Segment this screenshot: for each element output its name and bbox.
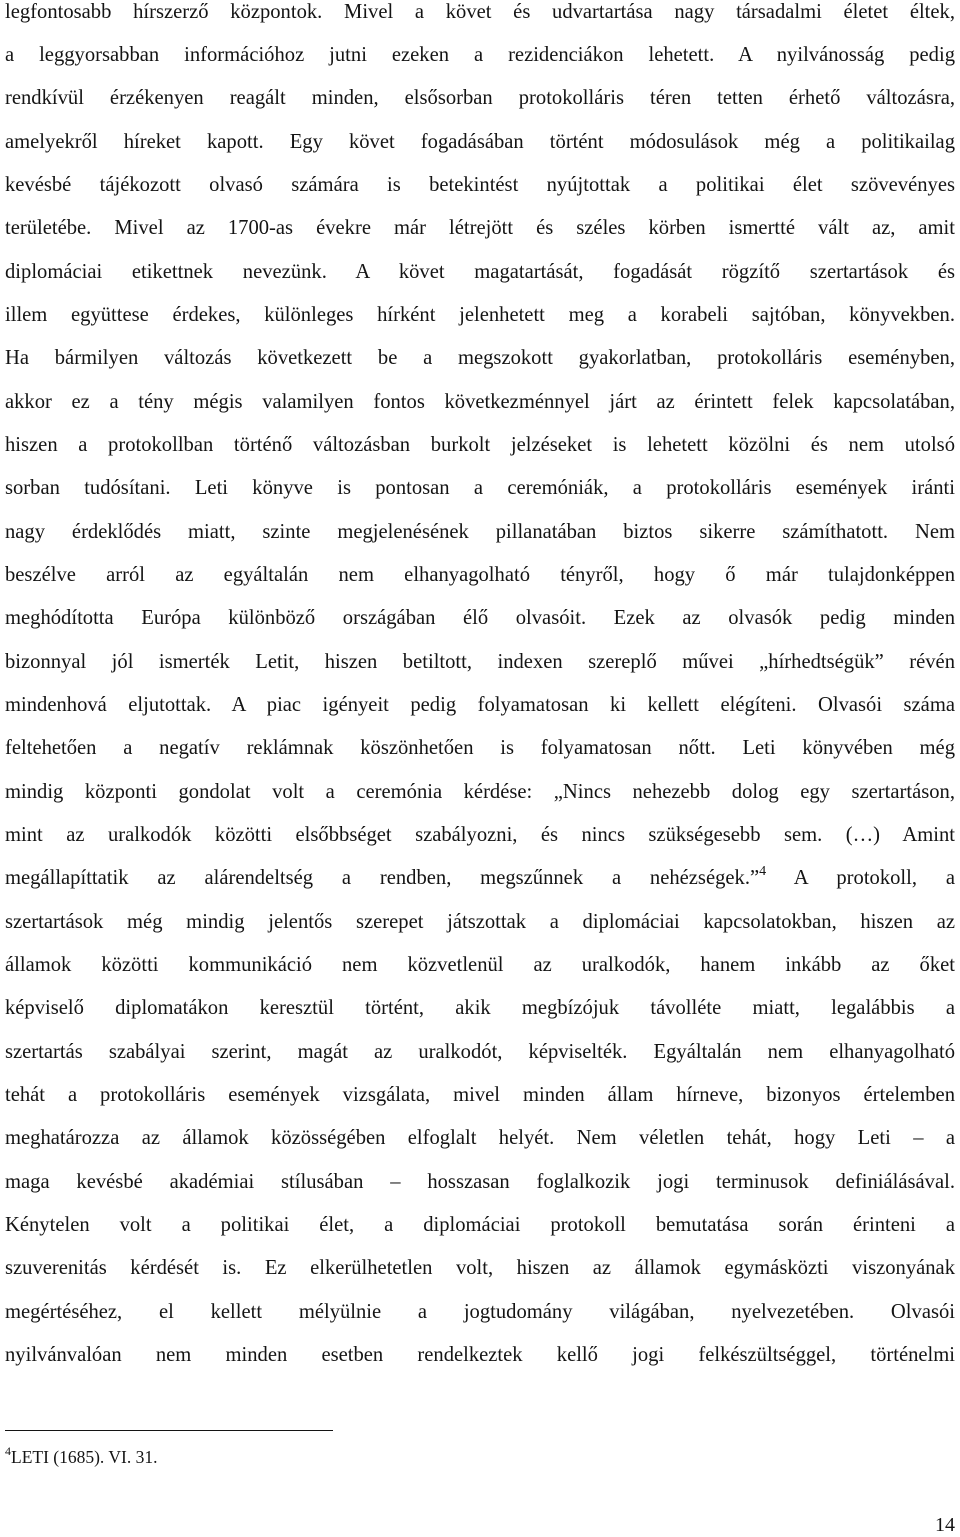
text-line: meghódította Európa különböző országában élő olvasóit. Ezek az olvasók pedig minden bbox=[5, 607, 955, 629]
text-line: beszélve arról az egyáltalán nem elhanyagolható tényről, hogy ő már tulajdonképpen bbox=[5, 564, 955, 586]
text-line: államok közötti kommunikáció nem közvetlenül az uralkodók, hanem inkább az őket bbox=[5, 954, 955, 976]
footnote bbox=[5, 1446, 157, 1468]
text-line: kevésbé tájékozott olvasó számára is betekintést nyújtottak a politikai élet szövevényes bbox=[5, 174, 955, 196]
text-line: szertartások még mindig jelentős szerepet játszottak a diplomáciai kapcsolatokban, hiszen az bbox=[5, 911, 955, 933]
text-line: legfontosabb hírszerző központok. Mivel a követ és udvartartása nagy társadalmi életet éltek, bbox=[5, 1, 955, 23]
text-line: sorban tudósítani. Leti könyve is pontosan a ceremóniák, a protokolláris események iránti bbox=[5, 477, 955, 499]
text-line: Ha bármilyen változás következett be a megszokott gyakorlatban, protokolláris eseményben, bbox=[5, 347, 955, 369]
document-page bbox=[5, 0, 955, 1537]
text-line: diplomáciai etikettnek nevezünk. A követ magatartását, fogadását rögzítő szertartások és bbox=[5, 261, 955, 283]
text-line: nagy érdeklődés miatt, szinte megjelenésének pillanatában biztos sikerre számíthatott. Nem bbox=[5, 521, 955, 543]
text-line: mindenhová eljutottak. A piac igényeit pedig folyamatosan ki kellett elégíteni. Olvasói száma bbox=[5, 694, 955, 716]
text-line: megértéséhez, el kellett mélyülnie a jogtudomány világában, nyelvezetében. Olvasói bbox=[5, 1301, 955, 1323]
footnote-divider bbox=[5, 1430, 333, 1431]
line-text: megállapíttatik az alárendeltség a rendben, megszűnnek a nehézségek.” bbox=[5, 867, 760, 889]
text-line: mint az uralkodók közötti elsőbbséget szabályozni, és nincs szükségesebb sem. (…) Amint bbox=[5, 824, 955, 846]
text-line: a leggyorsabban információhoz jutni ezeken a rezidenciákon lehetett. A nyilvánosság pedig bbox=[5, 44, 955, 66]
text-line: maga kevésbé akadémiai stílusában – hosszasan foglalkozik jogi terminusok definiálásával. bbox=[5, 1171, 955, 1193]
text-line: rendkívül érzékenyen reagált minden, elsősorban protokolláris téren tetten érhető változásra, bbox=[5, 87, 955, 109]
text-line: feltehetően a negatív reklámnak köszönhetően is folyamatosan nőtt. Leti könyvében még bbox=[5, 737, 955, 759]
text-line-with-footnote bbox=[5, 866, 955, 909]
line-text: A protokoll, a bbox=[766, 867, 955, 889]
text-line: szertartás szabályai szerint, magát az uralkodót, képviselték. Egyáltalán nem elhanyagolható bbox=[5, 1041, 955, 1063]
page-number: 14 bbox=[935, 1514, 955, 1536]
footnote-text: LETI (1685). VI. 31. bbox=[11, 1447, 158, 1467]
text-line: területébe. Mivel az 1700-as évekre már létrejött és széles körben ismertté vált az, amit bbox=[5, 217, 955, 239]
text-line: szuverenitás kérdését is. Ez elkerülhetetlen volt, hiszen az államok egymásközti viszonyának bbox=[5, 1257, 955, 1279]
text-line: akkor ez a tény mégis valamilyen fontos következménnyel járt az érintett felek kapcsolatában, bbox=[5, 391, 955, 413]
text-line: nyilvánvalóan nem minden esetben rendelkeztek kellő jogi felkészültséggel, történelmi bbox=[5, 1344, 955, 1366]
text-line: Kénytelen volt a politikai élet, a diplomáciai protokoll bemutatása során érinteni a bbox=[5, 1214, 955, 1236]
text-line: illem együttese érdekes, különleges hírként jelenhetett meg a korabeli sajtóban, könyvekben. bbox=[5, 304, 955, 326]
text-line: meghatározza az államok közösségében elfoglalt helyét. Nem véletlen tehát, hogy Leti – a bbox=[5, 1127, 955, 1149]
text-line: tehát a protokolláris események vizsgálata, mivel minden állam hírneve, bizonyos értelemben bbox=[5, 1084, 955, 1106]
text-line: hiszen a protokollban történő változásban burkolt jelzéseket is lehetett közölni és nem utolsó bbox=[5, 434, 955, 456]
text-line: amelyekről híreket kapott. Egy követ fogadásában történt módosulások még a politikailag bbox=[5, 131, 955, 153]
footnote-mark: 4 bbox=[5, 1444, 11, 1458]
text-line: mindig központi gondolat volt a ceremónia kérdése: „Nincs nehezebb dolog egy szertartáson, bbox=[5, 781, 955, 803]
footnote-reference: 4 bbox=[759, 864, 767, 879]
text-line: képviselő diplomatákon keresztül történt, akik megbízójuk távolléte miatt, legalábbis a bbox=[5, 997, 955, 1019]
text-line: bizonnyal jól ismerték Letit, hiszen betiltott, indexen szereplő művei „hírhedtségük” révén bbox=[5, 651, 955, 673]
